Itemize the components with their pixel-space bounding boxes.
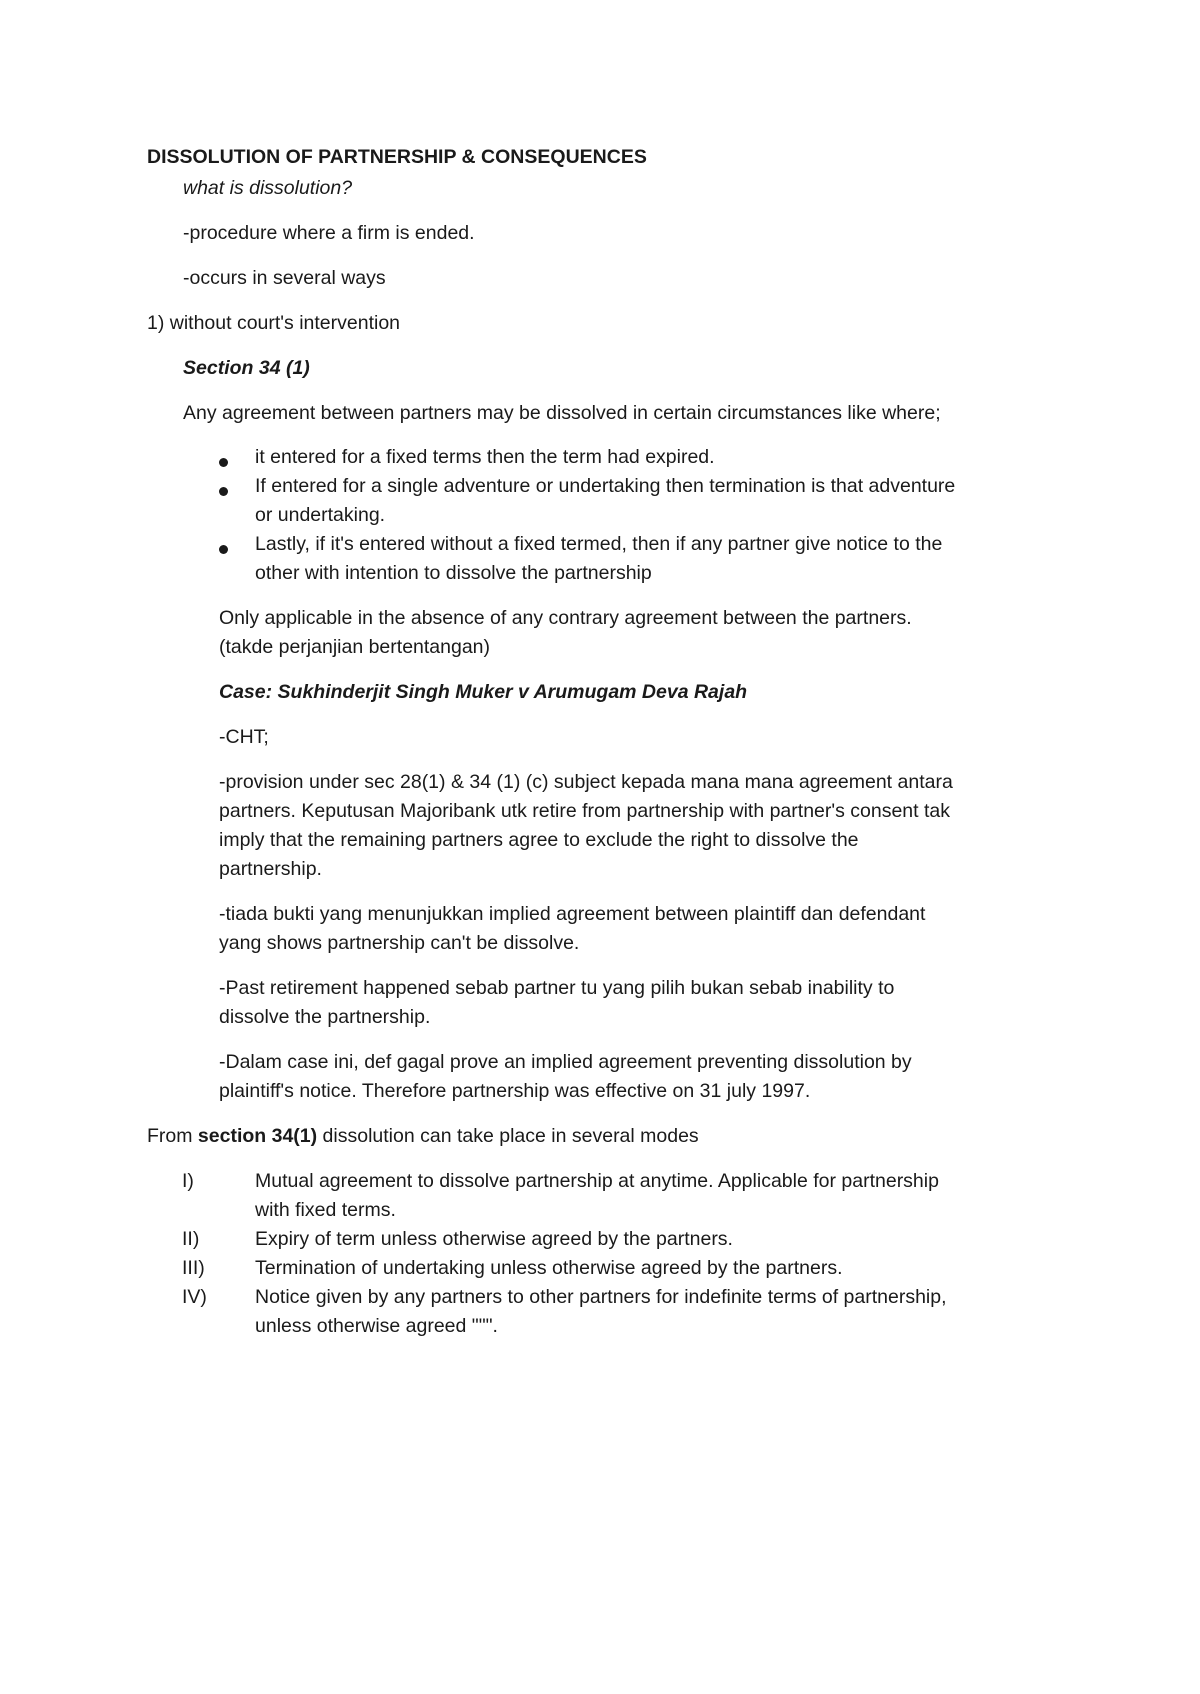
mode-2-line-1: Expiry of term unless otherwise agreed by the partners. <box>255 1228 733 1250</box>
bullet-dot <box>219 487 228 496</box>
from-section-bold: section 34(1) <box>197 1125 318 1147</box>
dalam-line-1: -Dalam case ini, def gagal prove an implied agreement preventing dissolution by <box>219 1051 912 1073</box>
question-what-is-dissolution: what is dissolution? <box>183 177 353 199</box>
dalam-line-2: plaintiff's notice. Therefore partnership was effective on 31 july 1997. <box>219 1080 811 1102</box>
bullet-3-line-2: other with intention to dissolve the partnership <box>255 562 652 584</box>
bullet-2-line-1: If entered for a single adventure or undertaking then termination is that adventure <box>255 475 956 497</box>
definition-occurs: -occurs in several ways <box>183 267 386 289</box>
provision-line-4: partnership. <box>219 858 322 880</box>
mode-1-line-2: with fixed terms. <box>255 1199 396 1221</box>
tiada-line-2: yang shows partnership can't be dissolve. <box>219 932 580 954</box>
from-section-suffix: dissolution can take place in several modes <box>317 1125 699 1147</box>
provision-line-1: -provision under sec 28(1) & 34 (1) (c) subject kepada mana mana agreement antara <box>219 771 953 793</box>
definition-procedure: -procedure where a firm is ended. <box>183 222 475 244</box>
bullet-1-line-1: it entered for a fixed terms then the term had expired. <box>255 446 715 468</box>
past-line-2: dissolve the partnership. <box>219 1006 431 1028</box>
provision-line-2: partners. Keputusan Majoribank utk retire from partnership with partner's consent tak <box>219 800 950 822</box>
mode-numeral: III) <box>182 1257 205 1279</box>
case-heading: Case: Sukhinderjit Singh Muker v Arumugam Deva Rajah <box>219 681 748 703</box>
item-without-court: 1) without court's intervention <box>147 312 401 334</box>
bullet-3-line-1: Lastly, if it's entered without a fixed termed, then if any partner give notice to the <box>255 533 943 555</box>
provision-line-3: imply that the remaining partners agree to exclude the right to dissolve the <box>219 829 859 851</box>
bullet-2-line-2: or undertaking. <box>255 504 386 526</box>
only-applicable-line-2: (takde perjanjian bertentangan) <box>219 636 491 658</box>
mode-numeral: IV) <box>182 1286 207 1308</box>
mode-4-line-1: Notice given by any partners to other partners for indefinite terms of partnership, <box>255 1286 947 1308</box>
any-agreement-text: Any agreement between partners may be dissolved in certain circumstances like where; <box>183 402 941 424</box>
mode-numeral: II) <box>182 1228 200 1250</box>
mode-numeral: I) <box>182 1170 194 1192</box>
cht-text: -CHT; <box>219 726 269 748</box>
mode-4-line-2: unless otherwise agreed """. <box>255 1315 498 1337</box>
mode-3-line-1: Termination of undertaking unless otherwise agreed by the partners. <box>255 1257 843 1279</box>
mode-1-line-1: Mutual agreement to dissolve partnership at anytime. Applicable for partnership <box>255 1170 939 1192</box>
past-line-1: -Past retirement happened sebab partner tu yang pilih bukan sebab inability to <box>219 977 895 999</box>
bullet-dot <box>219 458 228 467</box>
tiada-line-1: -tiada bukti yang menunjukkan implied agreement between plaintiff dan defendant <box>219 903 926 925</box>
bullet-dot <box>219 545 228 554</box>
section-heading: Section 34 (1) <box>183 357 310 379</box>
from-section-line <box>147 1122 699 1151</box>
from-section-prefix: From <box>147 1125 198 1147</box>
document-title: DISSOLUTION OF PARTNERSHIP & CONSEQUENCES <box>147 146 647 168</box>
only-applicable-line-1: Only applicable in the absence of any contrary agreement between the partners. <box>219 607 912 629</box>
